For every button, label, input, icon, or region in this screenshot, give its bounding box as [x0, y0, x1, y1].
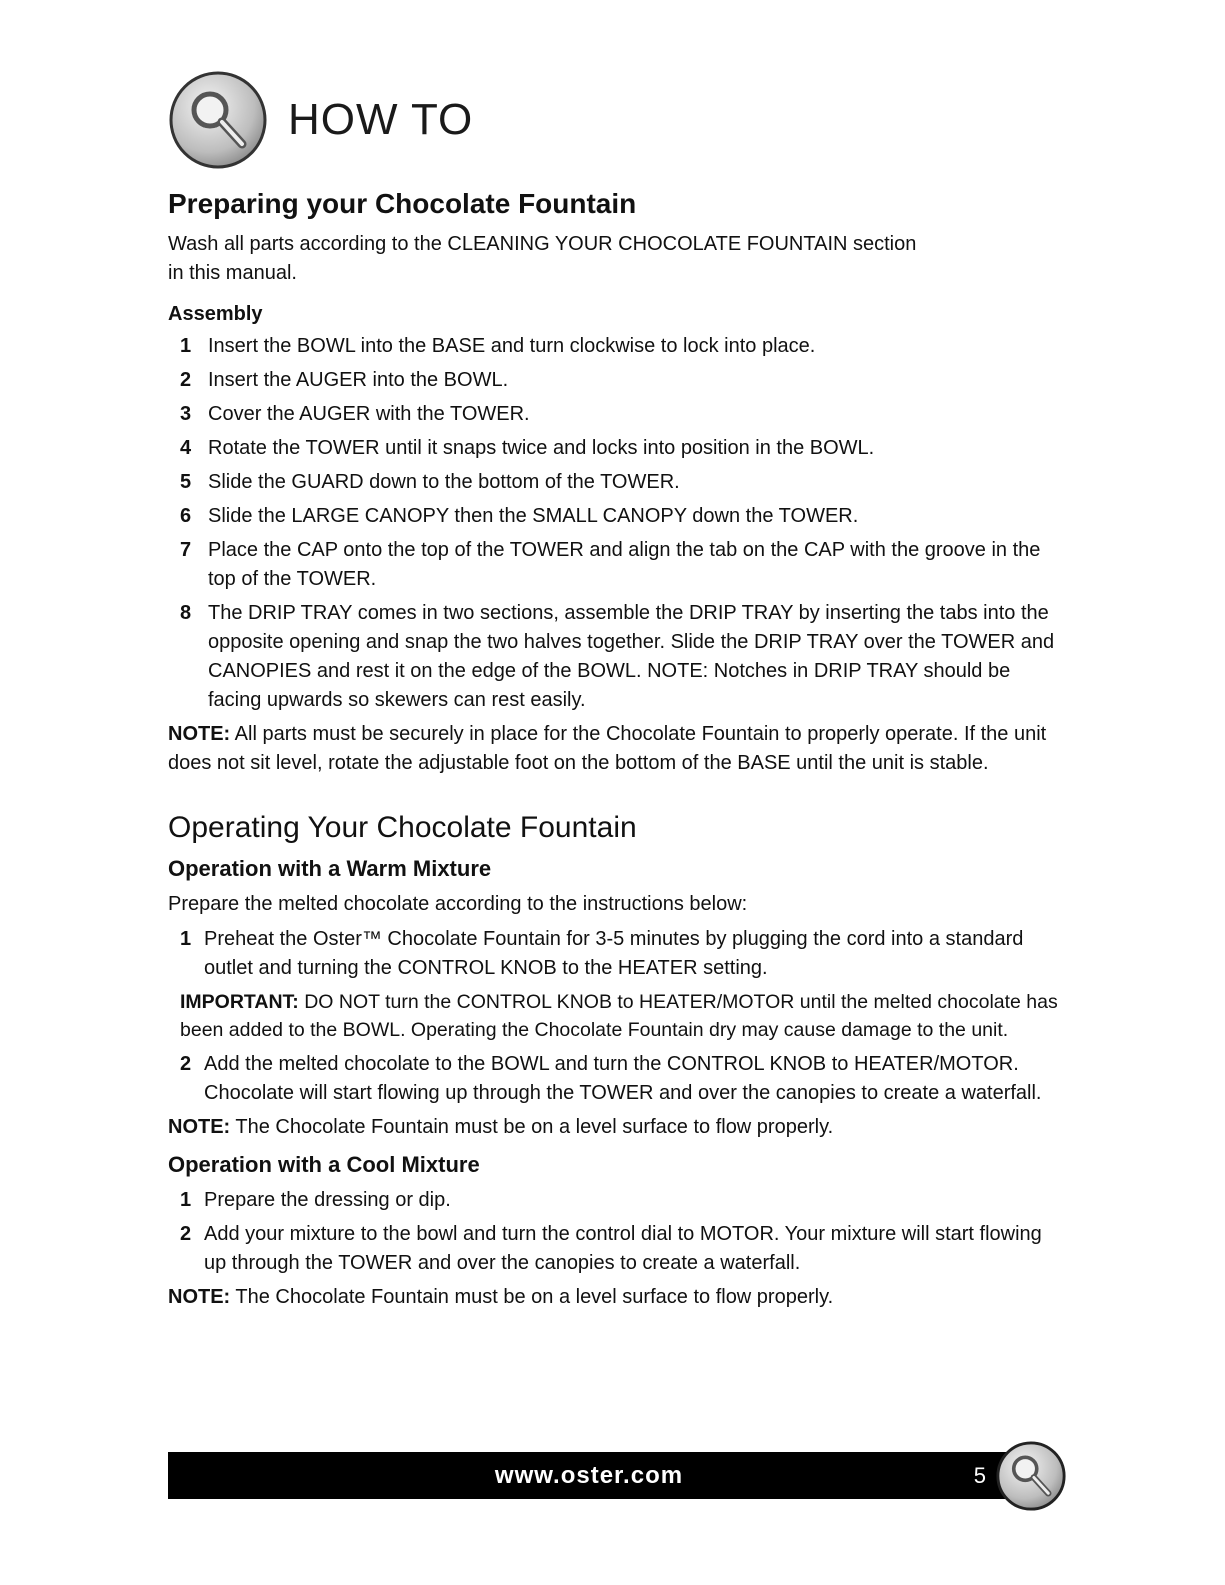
list-item: [168, 599, 1058, 715]
list-item: [168, 1220, 1058, 1278]
note-label: NOTE:: [168, 723, 231, 745]
step-text: Cover the AUGER with the TOWER.: [208, 403, 530, 425]
page-title: HOW TO: [288, 95, 474, 144]
step-number: 4: [180, 437, 192, 459]
step-number: 5: [180, 471, 192, 493]
step-number: 2: [180, 1053, 192, 1075]
list-item: [168, 400, 1058, 429]
important-text: DO NOT turn the CONTROL KNOB to HEATER/MOTOR until the melted chocolate has been added to the BOWL. Operating the Chocolate Fountain dry may cause damage to the unit.: [180, 991, 1058, 1041]
step-text: Add the melted chocolate to the BOWL and turn the CONTROL KNOB to HEATER/MOTOR. Chocolate will start flowing up through the TOWER and over the canopies to create a waterfall.: [204, 1053, 1042, 1104]
list-item: [168, 366, 1058, 395]
step-text: Preheat the Oster™ Chocolate Fountain for 3-5 minutes by plugging the cord into a standard outlet and turning the CONTROL KNOB to the HEATER setting.: [204, 928, 1024, 979]
list-item: [168, 536, 1058, 594]
list-item: [168, 1050, 1058, 1108]
step-text: Place the CAP onto the top of the TOWER and align the tab on the CAP with the groove in the top of the TOWER.: [208, 539, 1041, 590]
step-text: Insert the BOWL into the BASE and turn clockwise to lock into place.: [208, 335, 816, 357]
step-number: 2: [180, 369, 192, 391]
operating-heading: Operating Your Chocolate Fountain: [168, 811, 637, 844]
step-text: The DRIP TRAY comes in two sections, assemble the DRIP TRAY by inserting the tabs into the opposite opening and snap the two halves together. Slide the DRIP TRAY over the TOWER and CANOPIES and rest it on the edge of the BOWL. NOTE: Notches in DRIP TRAY should be facing upwards so skewers can rest easily.: [208, 602, 1055, 711]
step-number: 2: [180, 1223, 192, 1245]
step-text: Rotate the TOWER until it snaps twice and locks into position in the BOWL.: [208, 437, 875, 459]
warm-mixture-heading: Operation with a Warm Mixture: [168, 856, 492, 881]
section-header: [168, 68, 473, 172]
warm-note: [168, 1113, 1058, 1142]
step-number: 6: [180, 505, 192, 527]
step-number: 1: [180, 335, 192, 357]
step-text: Add your mixture to the bowl and turn the control dial to MOTOR. Your mixture will start flowing up through the TOWER and over the canopies to create a waterfall.: [204, 1223, 1042, 1274]
note-text: All parts must be securely in place for the Chocolate Fountain to properly operate. If the unit does not sit level, rotate the adjustable foot on the bottom of the BASE until the unit is stable.: [168, 723, 1047, 774]
list-item: [168, 1186, 1058, 1215]
step-text: Prepare the dressing or dip.: [204, 1189, 451, 1211]
step-text: Slide the LARGE CANOPY then the SMALL CANOPY down the TOWER.: [208, 505, 859, 527]
website-link[interactable]: www.oster.com: [494, 1462, 684, 1489]
step-number: 8: [180, 602, 192, 624]
cool-mixture-heading: Operation with a Cool Mixture: [168, 1152, 480, 1177]
list-item: [168, 468, 1058, 497]
list-item: [168, 332, 1058, 361]
list-item: [168, 925, 1058, 983]
step-text: Insert the AUGER into the BOWL.: [208, 369, 509, 391]
warm-intro: Prepare the melted chocolate according to the instructions below:: [168, 893, 748, 915]
important-label: IMPORTANT:: [180, 991, 299, 1013]
cool-steps: [168, 1186, 1058, 1278]
note-text: The Chocolate Fountain must be on a level surface to flow properly.: [230, 1286, 834, 1308]
magnifier-icon: [168, 70, 268, 170]
note-label: NOTE:: [168, 1286, 231, 1308]
step-number: 3: [180, 403, 192, 425]
magnifier-icon: [995, 1440, 1067, 1512]
list-item: [168, 434, 1058, 463]
page-number: 5: [973, 1463, 986, 1488]
warm-steps-continued: [168, 1050, 1058, 1108]
note-text: The Chocolate Fountain must be on a level surface to flow properly.: [230, 1116, 834, 1138]
preparing-heading: Preparing your Chocolate Fountain: [168, 188, 637, 219]
list-item: [168, 502, 1058, 531]
preparing-intro-line-2: in this manual.: [168, 262, 297, 284]
step-text: Slide the GUARD down to the bottom of the TOWER.: [208, 471, 680, 493]
step-number: 1: [180, 1189, 192, 1211]
important-notice: [180, 988, 1058, 1044]
cool-note: [168, 1283, 1058, 1312]
step-number: 7: [180, 539, 192, 561]
step-number: 1: [180, 928, 192, 950]
warm-steps: [168, 925, 1058, 983]
assembly-note: [168, 720, 1058, 778]
assembly-heading: Assembly: [168, 303, 263, 325]
main-content: [168, 186, 1058, 1312]
preparing-intro-line-1: Wash all parts according to the CLEANING YOUR CHOCOLATE FOUNTAIN section: [168, 233, 917, 255]
note-label: NOTE:: [168, 1116, 231, 1138]
footer-bar: [168, 1452, 1040, 1499]
assembly-steps: [168, 332, 1058, 715]
